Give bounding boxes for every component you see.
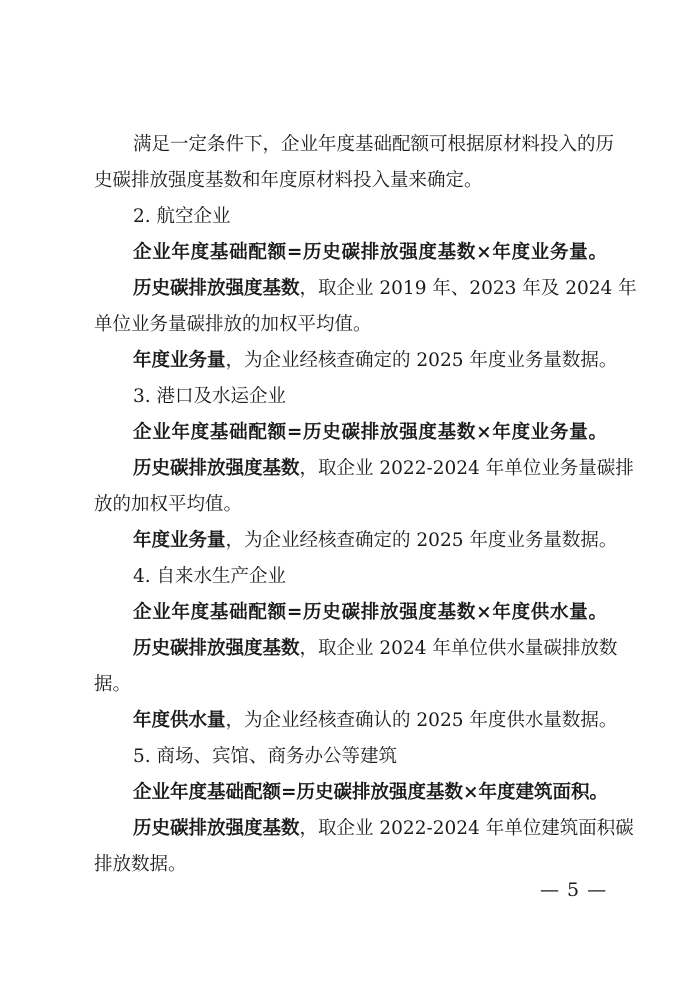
section-3-history-term: 历史碳排放强度基数 xyxy=(133,458,300,479)
section-5-heading: 5. 商场、宾馆、商务办公等建筑 xyxy=(133,746,398,767)
section-2-history-text: ，取企业 2019 年、2023 年及 2024 年 xyxy=(299,278,637,299)
section-2-history-line-2: 单位业务量碳排放的加权平均值。 xyxy=(94,314,372,335)
section-5-history-term: 历史碳排放强度基数 xyxy=(133,818,300,839)
section-5-history-text: ，取企业 2022-2024 年单位建筑面积碳 xyxy=(299,818,634,839)
section-5-history-line-1 xyxy=(133,816,634,842)
section-5-history-line-2: 排放数据。 xyxy=(94,854,187,875)
section-2-history-line-1 xyxy=(133,276,637,302)
section-3-annual-line xyxy=(133,528,618,554)
section-4-history-text: ，取企业 2024 年单位供水量碳排放数 xyxy=(299,638,618,659)
section-4-history-line-2: 据。 xyxy=(94,674,132,695)
section-4-annual-line xyxy=(133,708,618,734)
section-3-annual-text: ，为企业经核查确定的 2025 年度业务量数据。 xyxy=(225,530,618,551)
section-3-heading: 3. 港口及水运企业 xyxy=(133,386,287,407)
section-2-annual-text: ，为企业经核查确定的 2025 年度业务量数据。 xyxy=(225,350,618,371)
section-4-annual-text: ，为企业经核查确认的 2025 年度供水量数据。 xyxy=(225,710,618,731)
section-3-history-line-2: 放的加权平均值。 xyxy=(94,494,243,515)
section-4-heading: 4. 自来水生产企业 xyxy=(133,566,287,587)
section-2-formula: 企业年度基础配额=历史碳排放强度基数×年度业务量。 xyxy=(133,242,607,263)
section-4-formula: 企业年度基础配额=历史碳排放强度基数×年度供水量。 xyxy=(133,602,607,623)
section-5-formula: 企业年度基础配额=历史碳排放强度基数×年度建筑面积。 xyxy=(133,782,609,803)
section-4-history-line-1 xyxy=(133,636,618,662)
intro-paragraph-line-2: 史碳排放强度基数和年度原材料投入量来确定。 xyxy=(94,170,483,191)
section-4-history-term: 历史碳排放强度基数 xyxy=(133,638,300,659)
section-2-annual-line xyxy=(133,348,618,374)
section-2-history-term: 历史碳排放强度基数 xyxy=(133,278,300,299)
section-2-annual-term: 年度业务量 xyxy=(133,350,226,371)
section-3-history-text: ，取企业 2022-2024 年单位业务量碳排 xyxy=(299,458,634,479)
section-3-history-line-1 xyxy=(133,456,634,482)
section-4-annual-term: 年度供水量 xyxy=(133,710,226,731)
section-2-heading: 2. 航空企业 xyxy=(133,206,231,227)
intro-paragraph-line-1: 满足一定条件下，企业年度基础配额可根据原材料投入的历 xyxy=(133,134,615,155)
section-3-formula: 企业年度基础配额=历史碳排放强度基数×年度业务量。 xyxy=(133,422,607,443)
page-number: — 5 — xyxy=(540,879,608,901)
section-3-annual-term: 年度业务量 xyxy=(133,530,226,551)
